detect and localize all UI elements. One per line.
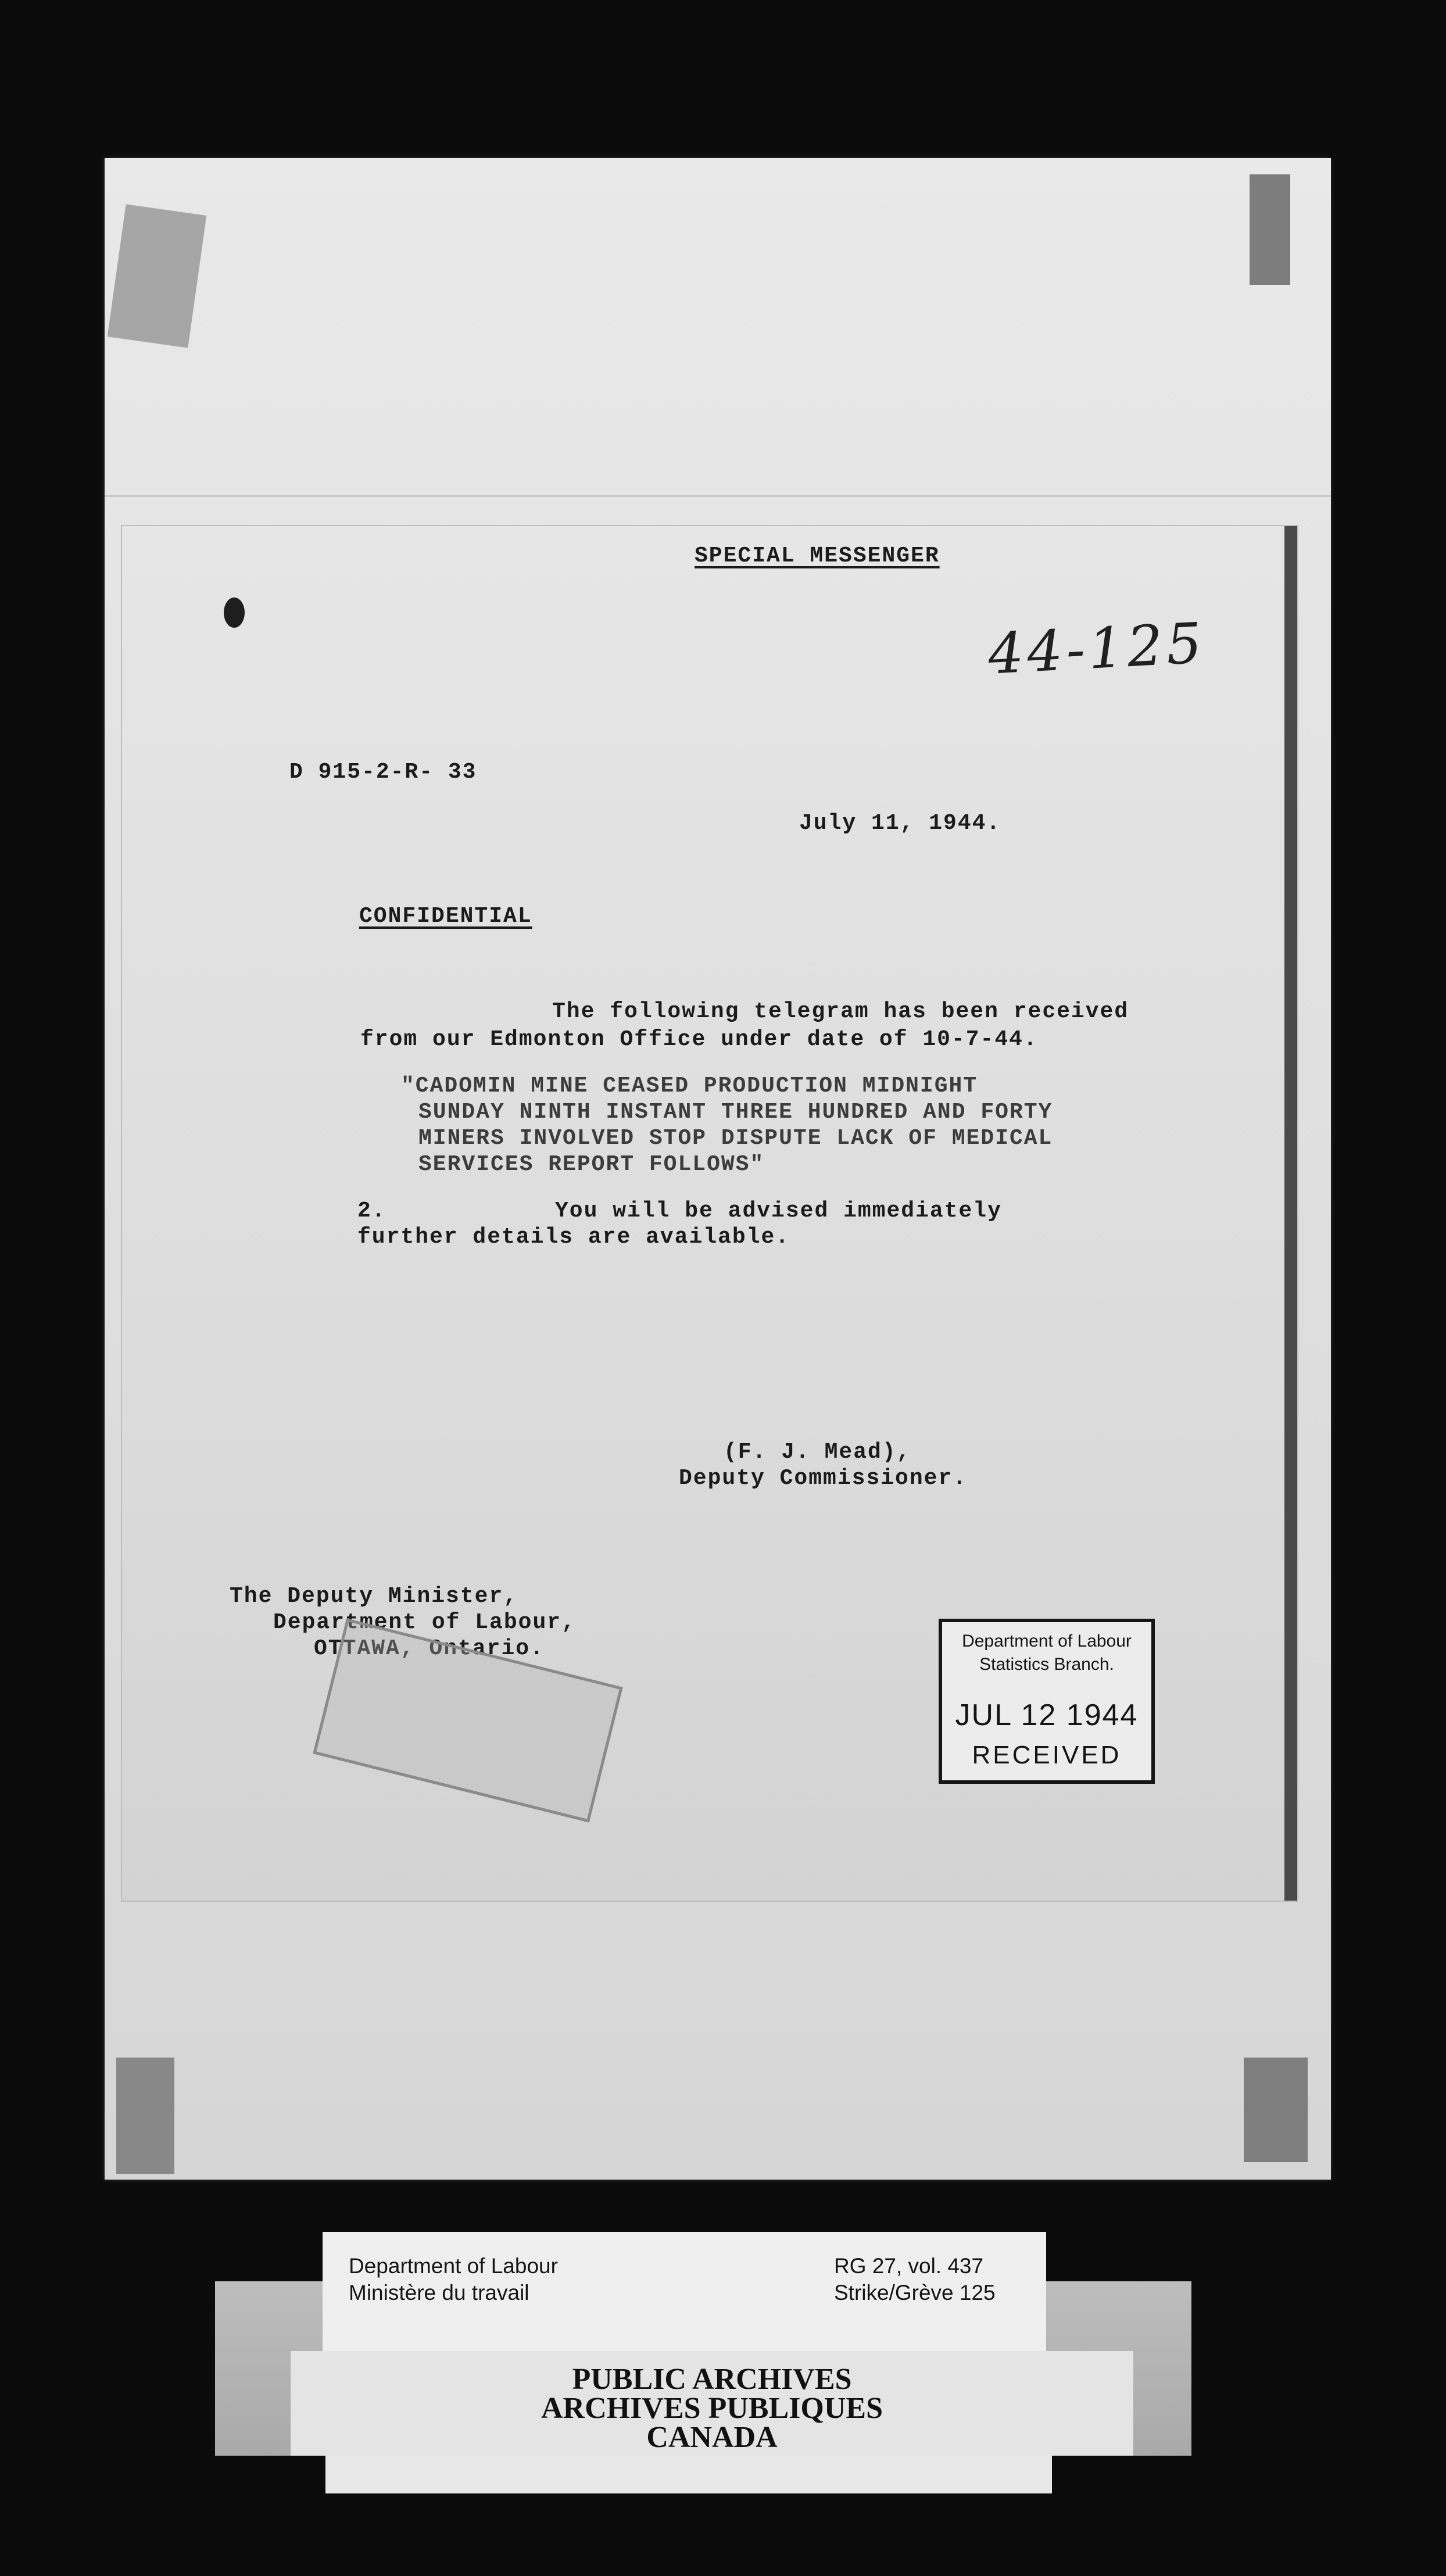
telegram-line-1: "CADOMIN MINE CEASED PRODUCTION MIDNIGHT xyxy=(401,1074,978,1099)
file-reference: D 915-2-R- 33 xyxy=(289,760,477,785)
tape-top-right xyxy=(1250,174,1290,285)
public-archives-line-2: ARCHIVES PUBLIQUES xyxy=(541,2392,883,2425)
letter-header: SPECIAL MESSENGER xyxy=(695,543,940,568)
stamp-status: RECEIVED xyxy=(972,1741,1122,1769)
tape-bottom-right xyxy=(1244,2058,1308,2162)
public-archives-line-1: PUBLIC ARCHIVES xyxy=(572,2363,852,2396)
backing-foldline xyxy=(105,495,1331,497)
tape-bottom-left xyxy=(116,2058,174,2174)
label-dept-en: Department of Labour xyxy=(349,2254,558,2278)
signature-title: Deputy Commissioner. xyxy=(679,1466,968,1491)
addressee-line-2: Department of Labour, xyxy=(273,1610,576,1635)
telegram-line-4: SERVICES REPORT FOLLOWS" xyxy=(418,1152,765,1177)
paragraph-2-line-2: further details are available. xyxy=(357,1225,790,1250)
classification: CONFIDENTIAL xyxy=(359,904,532,929)
stamp-date: JUL 12 1944 xyxy=(955,1698,1139,1732)
telegram-line-3: MINERS INVOLVED STOP DISPUTE LACK OF MEDICAL xyxy=(418,1126,1053,1151)
intro-line-2: from our Edmonton Office under date of 10-7-44. xyxy=(360,1027,1038,1052)
punch-hole xyxy=(224,598,245,628)
label-strike-number: Strike/Grève 125 xyxy=(834,2281,996,2305)
letter-date: July 11, 1944. xyxy=(799,811,1001,836)
intro-line-1: The following telegram has been received xyxy=(552,999,1129,1024)
stamp-branch: Statistics Branch. xyxy=(979,1655,1114,1674)
public-archives-line-3: CANADA xyxy=(646,2421,778,2454)
label-dept-fr: Ministère du travail xyxy=(349,2281,529,2305)
telegram-line-2: SUNDAY NINTH INSTANT THREE HUNDRED AND FORTY xyxy=(418,1100,1053,1125)
addressee-line-1: The Deputy Minister, xyxy=(230,1584,518,1609)
stamp-department: Department of Labour xyxy=(962,1632,1132,1651)
archive-label-card xyxy=(323,2232,1046,2354)
handwritten-file-number: 44-125 xyxy=(986,610,1207,687)
signature-name: (F. J. Mead), xyxy=(724,1440,911,1465)
received-stamp xyxy=(939,1619,1155,1784)
archive-label-bottom-strip xyxy=(325,2456,1052,2493)
paragraph-2-line-1: You will be advised immediately xyxy=(555,1198,1002,1223)
paragraph-2-number: 2. xyxy=(357,1198,386,1223)
label-rg-ref: RG 27, vol. 437 xyxy=(834,2254,984,2278)
addressee-line-3: OTTAWA, Ontario. xyxy=(314,1636,545,1661)
